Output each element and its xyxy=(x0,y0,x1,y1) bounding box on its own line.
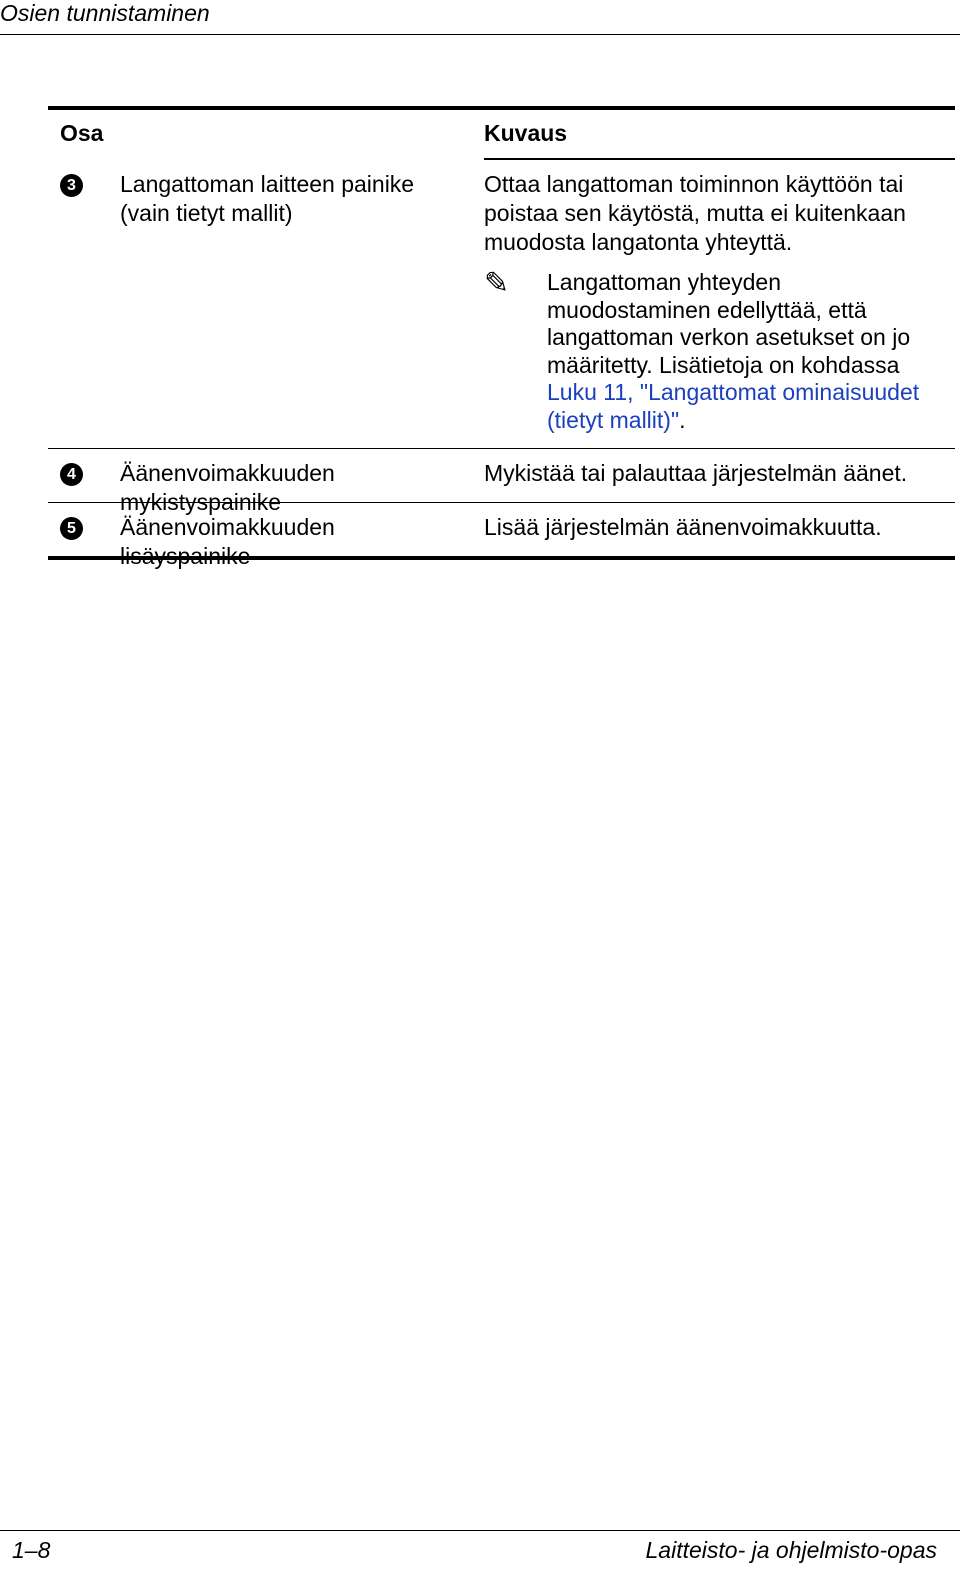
description-text: Ottaa langattoman toiminnon käyttöön tai poistaa sen käytöstä, mutta ei kuitenkaan muodosta langatonta yhteyttä. xyxy=(484,171,906,255)
column-header-part: Osa xyxy=(60,120,104,146)
running-header xyxy=(0,0,960,35)
running-footer xyxy=(0,1530,960,1563)
parts-table xyxy=(48,106,955,569)
note-tail: . xyxy=(679,406,686,433)
callout-number-icon: 5 xyxy=(60,517,83,540)
page-number: 1–8 xyxy=(12,1537,51,1563)
part-description xyxy=(484,160,934,448)
pencil-icon: ✎ xyxy=(484,267,510,300)
part-name: Langattoman laitteen painike (vain tietyt mallit) xyxy=(120,171,415,226)
header-title: Osien tunnistaminen xyxy=(0,0,210,26)
column-header-description: Kuvaus xyxy=(484,120,568,146)
part-description: Lisää järjestelmän äänenvoimakkuutta. xyxy=(484,514,882,540)
part-name: Äänenvoimakkuuden mykistyspainike xyxy=(120,460,335,515)
part-description: Mykistää tai palauttaa järjestelmän äänet. xyxy=(484,460,908,486)
note xyxy=(484,269,934,434)
callout-number-icon: 3 xyxy=(60,174,83,197)
table-row xyxy=(48,448,955,515)
note-text: Langattoman yhteyden muodostaminen edellyttää, että langattoman verkon asetukset on jo määritetty. Lisätietoja on kohdassa xyxy=(547,269,911,378)
book-title: Laitteisto- ja ohjelmisto-opas xyxy=(645,1537,937,1563)
table-header xyxy=(48,110,955,160)
table-row xyxy=(48,502,955,569)
table-row xyxy=(48,160,955,448)
callout-number-icon: 4 xyxy=(60,463,83,486)
chapter-link[interactable]: Luku 11, "Langattomat ominaisuudet (tietyt mallit)" xyxy=(547,379,920,433)
part-name: Äänenvoimakkuuden lisäyspainike xyxy=(120,514,335,569)
